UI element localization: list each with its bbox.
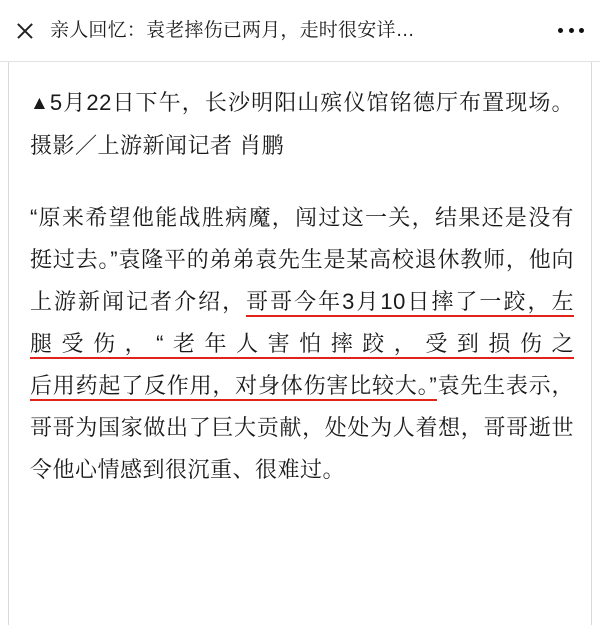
close-icon[interactable] (14, 20, 36, 42)
caption-text: 5月22日下午，长沙明阳山殡仪馆铭德厅布置现场。摄影／上游新闻记者 肖鹏 (30, 90, 574, 158)
right-rule (591, 62, 592, 625)
highlighted-text-4: 后用药起了反作用，对身体伤害比较 (30, 373, 395, 398)
highlighted-text-3: “老年人害怕摔跤，受到损伤之 (156, 331, 574, 356)
more-dot (579, 28, 584, 33)
more-options-icon[interactable] (558, 20, 584, 42)
page-title: 亲人回忆：袁老摔伤已两月，走时很安详… (50, 19, 415, 41)
more-dot (569, 28, 574, 33)
left-rule (8, 62, 9, 625)
highlighted-text-1: 哥哥今年3月10日摔了一跤，左 (246, 289, 574, 314)
paragraph-text-part-2: 袁先生表示，哥哥为国家做出了巨大贡献，处处为人着想，哥哥逝世令他心情感到很沉重、很难过。 (30, 373, 574, 482)
top-bar (0, 0, 600, 62)
paragraph-text-part-1: “原来希望他能战胜病魔，闯过这一关，结果还是没有挺过去。”袁隆平的弟弟袁先生是某高校退休教师，他向上游新闻记者介绍， (30, 205, 574, 314)
more-dot (558, 28, 563, 33)
article-paragraph (30, 197, 574, 491)
caption-marker-icon: ▲ (30, 93, 50, 114)
highlighted-text-2: 腿受伤， (30, 331, 157, 356)
image-caption (30, 82, 574, 167)
article-content (0, 62, 600, 625)
highlighted-text-5: 大。” (394, 373, 438, 398)
